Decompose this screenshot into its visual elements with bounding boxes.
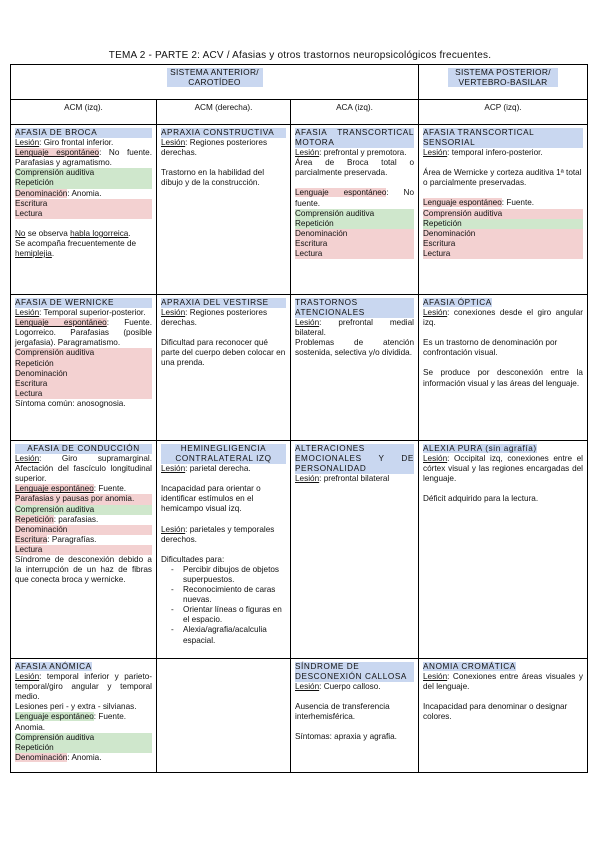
lenguaje-label: Lenguaje espontáneo (15, 318, 107, 328)
emocionales-title: ALTERACIONES EMOCIONALES Y DE PERSONALIDAD (295, 444, 414, 474)
transcortical-motora-area: Área de Broca total o parcialmente preservada. (295, 158, 414, 178)
wernicke-lenguaje: : Fuente. Logorreico. Parafasias (posible jergafasia). Paragramatismo. (15, 318, 152, 348)
lectura-label: Lectura (15, 389, 152, 399)
emocionales-lesion: : prefrontal bilateral (319, 474, 390, 484)
lesion-label: Lesión (161, 524, 186, 534)
cell-transcortical-sensorial (419, 125, 588, 295)
list-item: - Orientar líneas o figuras en el espacio. (171, 605, 286, 625)
lesion-label: Lesión (423, 672, 448, 682)
anomica-lesiones: Lesiones peri - y extra - silvianas. (15, 702, 137, 712)
lesion-label: Lesión (15, 138, 40, 148)
callosa-ausencia: Ausencia de transferencia interhemisférica. (295, 702, 390, 722)
col-header-aca-izq: ACA (izq). (291, 100, 419, 125)
lesion-label: Lesión (161, 464, 186, 474)
conduccion-lenguaje: : Fuente. (93, 484, 127, 494)
lesion-label: Lesión (295, 474, 320, 484)
cell-apraxia-constructiva (157, 125, 291, 295)
apraxia-vestirse-text: Dificultad para reconocer qué parte del cuerpo deben colocar en una prenda. (161, 338, 286, 368)
repeticion-label: Repetición (15, 514, 54, 524)
comprension-label: Comprensión auditiva (15, 168, 152, 178)
optica-lesion: : conexiones desde el giro angular izq. (423, 308, 583, 328)
cell-afasia-optica (419, 295, 588, 441)
atencionales-title: TRASTORNOS ATENCIONALES (295, 298, 414, 318)
broca-habla: habla logorreica (70, 228, 129, 238)
lectura-label: Lectura (15, 209, 152, 219)
anomia-cromatica-title: ANOMIA CROMÁTICA (423, 662, 516, 671)
atencionales-lesion: : prefrontal medial bilateral. (295, 318, 414, 338)
list-item: - Alexia/agrafia/acalculia espacial. (171, 625, 286, 645)
lenguaje-label: Lenguaje espontáneo (295, 188, 387, 198)
broca-no: No (15, 228, 26, 238)
conduccion-escritura: : Paragrafías. (47, 534, 97, 544)
callosa-lesion: : Cuerpo calloso. (319, 682, 381, 692)
system-header-row (11, 65, 588, 100)
broca-title: AFASIA DE BROCA (15, 128, 152, 138)
broca-dot: . (128, 228, 131, 238)
broca-hemiplejia: hemiplejia (15, 249, 52, 259)
broca-lesion: : Giro frontal inferior. (39, 138, 114, 148)
heminegligencia-title: HEMINEGLIGENCIA CONTRALATERAL IZQ (161, 444, 286, 464)
cell-afasia-broca (11, 125, 157, 295)
optica-title: AFASIA ÓPTICA (423, 298, 492, 307)
artery-header-row (11, 100, 588, 125)
cell-afasia-wernicke (11, 295, 157, 441)
atencionales-text: Problemas de atención sostenida, selectiva y/o dividida. (295, 338, 414, 358)
conduccion-parafasias: Parafasias y pausas por anomia. (15, 494, 152, 504)
apraxia-constructiva-text: Trastorno en la habilidad del dibujo y de la construcción. (161, 168, 265, 188)
lesion-label: Lesión (423, 308, 448, 318)
apraxia-vestirse-lesion: : Regiones posteriores derechas. (161, 308, 268, 328)
wernicke-title: AFASIA DE WERNICKE (15, 298, 152, 308)
repeticion-label: Repetición (15, 743, 152, 753)
lenguaje-label: Lenguaje espontáneo (15, 484, 94, 494)
conduccion-title: AFASIA DE CONDUCCIÓN (15, 444, 152, 454)
lesion-label: Lesión (423, 454, 448, 464)
lesion-label: Lesión (423, 148, 448, 158)
denominacion-label: Denominación (15, 188, 68, 198)
cell-afasia-anomica (11, 659, 157, 773)
cell-alexia-pura (419, 441, 588, 659)
escritura-label: Escritura (15, 379, 152, 389)
lectura-label: Lectura (15, 545, 152, 555)
lesion-label: Lesión (295, 318, 320, 328)
comprension-label: Comprensión auditiva (15, 348, 152, 358)
broca-denominacion: : Anomia. (67, 188, 102, 198)
transcortical-motora-lesion: : prefrontal y premotora. (319, 148, 407, 158)
broca-dot-2: . (51, 249, 55, 259)
wernicke-sintoma: Síntoma común: anosognosia. (15, 398, 126, 408)
broca-lenguaje: : No fuente. Parafasias y agramatismo. (15, 148, 152, 168)
anomica-lesion: : temporal inferior y parieto-temporal/giro angular y temporal medio. (15, 672, 152, 702)
conduccion-sindrome: Síndrome de desconexión debido a la interrupción de un haz de fibras que conecta broca y wernicke. (15, 555, 152, 585)
cell-afasia-conduccion (11, 441, 157, 659)
anterior-system-label: SISTEMA ANTERIOR/ CAROTÍDEO (167, 68, 263, 87)
cell-transcortical-motora (291, 125, 419, 295)
lenguaje-label: Lenguaje espontáneo (15, 148, 100, 158)
col-header-acm-izq: ACM (izq). (11, 100, 157, 125)
callosa-sintomas: Síntomas: apraxia y agrafia. (295, 732, 397, 742)
denominacion-label: Denominación (295, 229, 414, 239)
lectura-label: Lectura (423, 249, 583, 259)
apraxia-vestirse-title: APRAXIA DEL VESTIRSE (161, 298, 286, 308)
optica-text2: Se produce por desconexión entre la información visual y las áreas del lenguaje. (423, 368, 583, 388)
alexia-title: ALEXIA PURA (sin agrafía) (423, 444, 537, 453)
transcortical-motora-title: AFASIA TRANSCORTICAL MOTORA (295, 128, 414, 148)
repeticion-label: Repetición (423, 219, 583, 229)
denominacion-label: Denominación (15, 525, 152, 535)
denominacion-label: Denominación (15, 369, 152, 379)
lesion-label: Lesión (15, 454, 40, 464)
syndromes-table (10, 64, 588, 773)
transcortical-sensorial-title: AFASIA TRANSCORTICAL SENSORIAL (423, 128, 583, 148)
escritura-label: Escritura (295, 239, 414, 249)
cell-desconexion-callosa (291, 659, 419, 773)
comprension-label: Comprensión auditiva (423, 209, 583, 219)
lesion-label: Lesión (15, 308, 40, 318)
anomica-lenguaje: : Fuente. Anomia. (15, 712, 127, 732)
comprension-label: Comprensión auditiva (15, 733, 152, 743)
lenguaje-label: Lenguaje espontáneo (15, 712, 94, 722)
cell-empty (157, 659, 291, 773)
cell-alteraciones-emocionales (291, 441, 419, 659)
cell-heminegligencia (157, 441, 291, 659)
lesion-label: Lesión (295, 148, 320, 158)
denominacion-label: Denominación (423, 229, 583, 239)
apraxia-constructiva-title: APRAXIA CONSTRUCTIVA (161, 128, 286, 138)
lesion-label: Lesión (15, 672, 40, 682)
anomia-cromatica-text: Incapacidad para denominar o designar colores. (423, 702, 568, 722)
document-title: TEMA 2 - PARTE 2: ACV / Afasias y otros trastornos neuropsicológicos frecuentes. (108, 50, 492, 61)
conduccion-repeticion: : parafasias. (53, 514, 99, 524)
transcortical-motora-lenguaje: : No fuente. (295, 188, 414, 208)
table-row (11, 125, 588, 295)
repeticion-label: Repetición (15, 178, 152, 188)
lenguaje-label: Lenguaje espontáneo (423, 198, 502, 208)
table-row (11, 441, 588, 659)
heminegligencia-list (161, 565, 286, 646)
transcortical-sensorial-area: Área de Wernicke y corteza auditiva 1ª total o parcialmente preservadas. (423, 168, 582, 188)
anterior-system-header (11, 65, 419, 100)
anomica-title: AFASIA ANÓMICA (15, 662, 92, 671)
escritura-label: Escritura (15, 199, 152, 209)
escritura-label: Escritura (423, 239, 583, 249)
lesion-label: Lesión (295, 682, 320, 692)
cell-apraxia-vestirse (157, 295, 291, 441)
wernicke-lesion: : Temporal superior-posterior. (39, 308, 146, 318)
list-item: - Percibir dibujos de objetos superpuestos. (171, 565, 286, 585)
apraxia-constructiva-lesion: : Regiones posteriores derechas. (161, 138, 268, 158)
denominacion-label: Denominación (15, 752, 68, 762)
posterior-system-header (419, 65, 588, 100)
conduccion-lesion: : Giro supramarginal. Afectación del fascículo longitudinal superior. (15, 454, 152, 484)
alexia-lesion: : Occipital izq, conexiones entre el córtex visual y las regiones encargadas del lenguaje. (423, 454, 583, 484)
anomica-denominacion: : Anomia. (67, 752, 102, 762)
list-item: - Reconocimiento de caras nuevas. (171, 585, 286, 605)
col-header-acm-der: ACM (derecha). (157, 100, 291, 125)
cell-trastornos-atencionales (291, 295, 419, 441)
escritura-label: Escritura (15, 534, 48, 544)
cell-anomia-cromatica (419, 659, 588, 773)
transcortical-sensorial-lenguaje: : Fuente. (501, 198, 535, 208)
comprension-label: Comprensión auditiva (295, 209, 414, 219)
col-header-acp-izq: ACP (izq). (419, 100, 588, 125)
heminegligencia-lesion: : parietal derecha. (185, 464, 251, 474)
heminegligencia-incapacidad: Incapacidad para orientar o identificar estímulos en el hemicampo visual izq. (161, 484, 261, 514)
repeticion-label: Repetición (15, 359, 152, 369)
table-row (11, 659, 588, 773)
posterior-system-label: SISTEMA POSTERIOR/ VERTEBRO-BASILAR (448, 68, 558, 87)
transcortical-sensorial-lesion: : temporal infero-posterior. (447, 148, 543, 158)
lesion-label: Lesión (161, 138, 186, 148)
heminegligencia-lesion2: : parietales y temporales derechos. (161, 524, 275, 544)
alexia-deficit: Déficit adquirido para la lectura. (423, 494, 539, 504)
anomia-cromatica-lesion: : Conexiones entre áreas visuales y del lenguaje. (423, 672, 583, 692)
table-row (11, 295, 588, 441)
optica-text1: Es un trastorno de denominación por confrontación visual. (423, 338, 558, 358)
comprension-label: Comprensión auditiva (15, 505, 152, 515)
broca-se-observa: se observa (25, 228, 71, 238)
broca-acompana: Se acompaña frecuentemente de (15, 238, 137, 248)
lesion-label: Lesión (161, 308, 186, 318)
repeticion-label: Repetición (295, 219, 414, 229)
lectura-label: Lectura (295, 249, 414, 259)
heminegligencia-dificultades: Dificultades para: (161, 554, 225, 564)
callosa-title: SÍNDROME DE DESCONEXIÓN CALLOSA (295, 662, 414, 682)
